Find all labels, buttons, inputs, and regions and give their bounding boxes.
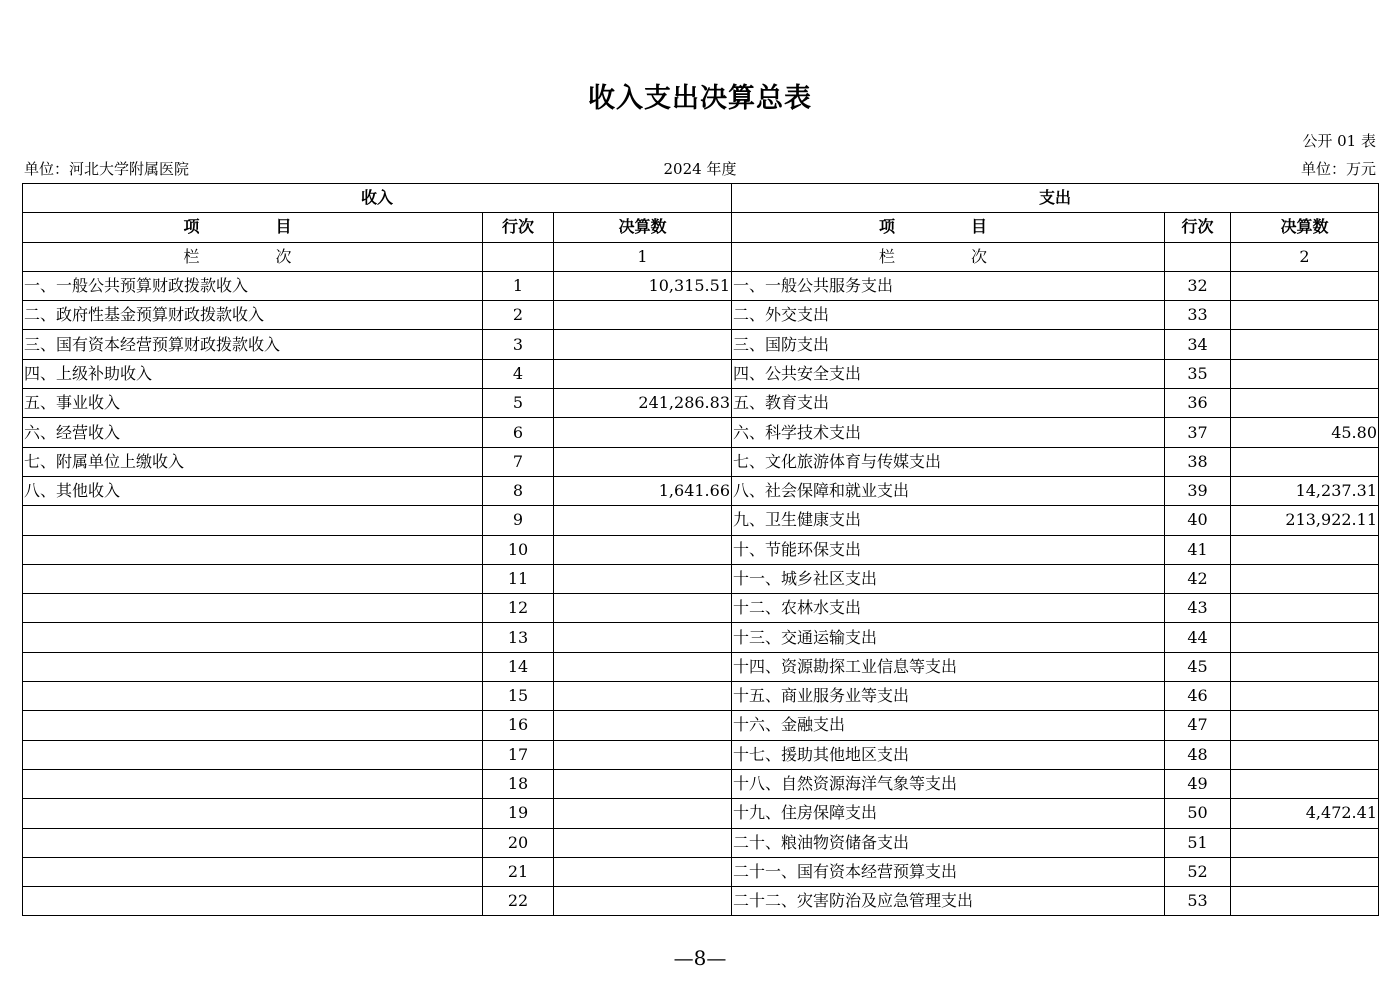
- income-line-no: 6: [483, 418, 554, 447]
- expense-amount: [1231, 682, 1379, 711]
- expense-line-no: 43: [1165, 594, 1231, 623]
- expense-amount-header: 决算数: [1231, 213, 1379, 242]
- income-line-no-header: 行次: [483, 213, 554, 242]
- income-item: [23, 682, 483, 711]
- income-amount: [554, 301, 732, 330]
- expense-amount: [1231, 711, 1379, 740]
- expense-amount: [1231, 389, 1379, 418]
- income-amount: [554, 564, 732, 593]
- expense-line-no: 50: [1165, 799, 1231, 828]
- expense-line-no: 41: [1165, 535, 1231, 564]
- column-header-row: [23, 213, 1379, 242]
- table-row: [23, 301, 1379, 330]
- income-item: 五、事业收入: [23, 389, 483, 418]
- expense-amount: [1231, 535, 1379, 564]
- expense-item: 八、社会保障和就业支出: [732, 476, 1165, 505]
- income-line-no: 13: [483, 623, 554, 652]
- income-line-no: 10: [483, 535, 554, 564]
- income-item: [23, 740, 483, 769]
- table-row: [23, 535, 1379, 564]
- table-row: [23, 594, 1379, 623]
- income-line-no: 17: [483, 740, 554, 769]
- income-amount: 1,641.66: [554, 476, 732, 505]
- expense-line-no: 44: [1165, 623, 1231, 652]
- income-item: [23, 535, 483, 564]
- income-item: [23, 828, 483, 857]
- expense-line-no: 34: [1165, 330, 1231, 359]
- income-amount: [554, 506, 732, 535]
- income-amount: 241,286.83: [554, 389, 732, 418]
- table-row: [23, 447, 1379, 476]
- income-line-no: 18: [483, 769, 554, 798]
- income-item: 二、政府性基金预算财政拨款收入: [23, 301, 483, 330]
- expense-line-no-header: 行次: [1165, 213, 1231, 242]
- expense-item: 十四、资源勘探工业信息等支出: [732, 652, 1165, 681]
- expense-line-no: 33: [1165, 301, 1231, 330]
- income-amount: [554, 828, 732, 857]
- table-row: [23, 476, 1379, 505]
- expense-item: 十三、交通运输支出: [732, 623, 1165, 652]
- expense-line-no: 46: [1165, 682, 1231, 711]
- expense-amount: [1231, 359, 1379, 388]
- section-header-row: [23, 184, 1379, 213]
- income-item: [23, 623, 483, 652]
- income-line-no: 11: [483, 564, 554, 593]
- expense-line-no: 38: [1165, 447, 1231, 476]
- expense-line-no: 52: [1165, 857, 1231, 886]
- table-row: [23, 887, 1379, 916]
- expense-item: 十六、金融支出: [732, 711, 1165, 740]
- expense-amount: 213,922.11: [1231, 506, 1379, 535]
- expense-item: 五、教育支出: [732, 389, 1165, 418]
- income-amount: [554, 887, 732, 916]
- table-row: [23, 769, 1379, 798]
- income-item: 一、一般公共预算财政拨款收入: [23, 271, 483, 300]
- income-item: [23, 799, 483, 828]
- expense-amount: [1231, 330, 1379, 359]
- table-row: [23, 623, 1379, 652]
- table-row: [23, 799, 1379, 828]
- reporting-unit: 单位：河北大学附属医院: [24, 160, 190, 178]
- expense-item: 十八、自然资源海洋气象等支出: [732, 769, 1165, 798]
- expense-item: 二十、粮油物资储备支出: [732, 828, 1165, 857]
- expense-item: 二十一、国有资本经营预算支出: [732, 857, 1165, 886]
- income-item: 六、经营收入: [23, 418, 483, 447]
- income-line-no: 21: [483, 857, 554, 886]
- expense-item: 十一、城乡社区支出: [732, 564, 1165, 593]
- table-row: [23, 330, 1379, 359]
- expense-item: 十七、援助其他地区支出: [732, 740, 1165, 769]
- income-line-no: 8: [483, 476, 554, 505]
- income-item: [23, 594, 483, 623]
- income-amount: [554, 359, 732, 388]
- expense-amount: [1231, 564, 1379, 593]
- income-item: 三、国有资本经营预算财政拨款收入: [23, 330, 483, 359]
- income-amount: [554, 535, 732, 564]
- expense-line-no: 49: [1165, 769, 1231, 798]
- income-item: 八、其他收入: [23, 476, 483, 505]
- expense-amount: [1231, 857, 1379, 886]
- fiscal-year: 2024 年度: [663, 160, 737, 178]
- expense-item: 十二、农林水支出: [732, 594, 1165, 623]
- expense-amount: 4,472.41: [1231, 799, 1379, 828]
- currency-unit: 单位：万元: [1300, 160, 1376, 178]
- income-item: [23, 652, 483, 681]
- income-amount: [554, 594, 732, 623]
- income-item: 七、附属单位上缴收入: [23, 447, 483, 476]
- income-amount: [554, 857, 732, 886]
- table-row: [23, 740, 1379, 769]
- income-item-header: 项 目: [23, 213, 483, 242]
- expense-item: 一、一般公共服务支出: [732, 271, 1165, 300]
- income-amount-header: 决算数: [554, 213, 732, 242]
- table-row: [23, 359, 1379, 388]
- table-row: [23, 828, 1379, 857]
- income-item: [23, 887, 483, 916]
- income-column-number: 1: [554, 242, 732, 271]
- page-number: —8—: [673, 946, 727, 970]
- income-amount: [554, 330, 732, 359]
- page-title: 收入支出决算总表: [588, 83, 812, 114]
- expense-amount: [1231, 652, 1379, 681]
- income-line-no: 22: [483, 887, 554, 916]
- expense-amount: 14,237.31: [1231, 476, 1379, 505]
- expense-item: 七、文化旅游体育与传媒支出: [732, 447, 1165, 476]
- expense-line-no: 42: [1165, 564, 1231, 593]
- expense-amount: [1231, 828, 1379, 857]
- expense-line-no: 53: [1165, 887, 1231, 916]
- expense-line-no: 32: [1165, 271, 1231, 300]
- income-item: [23, 506, 483, 535]
- income-item: 四、上级补助收入: [23, 359, 483, 388]
- income-amount: [554, 740, 732, 769]
- income-line-no: 7: [483, 447, 554, 476]
- expense-column-number: 2: [1231, 242, 1379, 271]
- table-row: [23, 271, 1379, 300]
- expense-amount: [1231, 740, 1379, 769]
- expense-line-no: 39: [1165, 476, 1231, 505]
- income-item: [23, 769, 483, 798]
- table-row: [23, 389, 1379, 418]
- table-row: [23, 418, 1379, 447]
- table-row: [23, 564, 1379, 593]
- expense-amount: [1231, 887, 1379, 916]
- income-amount: [554, 447, 732, 476]
- expense-amount: [1231, 447, 1379, 476]
- expense-line-no: 48: [1165, 740, 1231, 769]
- income-line-no: 12: [483, 594, 554, 623]
- income-column-label: 栏 次: [23, 242, 483, 271]
- expense-line-no: 51: [1165, 828, 1231, 857]
- income-amount: [554, 799, 732, 828]
- expense-amount: [1231, 271, 1379, 300]
- income-line-no: 16: [483, 711, 554, 740]
- income-line-no: 15: [483, 682, 554, 711]
- income-amount: [554, 769, 732, 798]
- income-line-no: 14: [483, 652, 554, 681]
- income-line-no: 4: [483, 359, 554, 388]
- income-item: [23, 711, 483, 740]
- expense-line-no: 45: [1165, 652, 1231, 681]
- table-row: [23, 652, 1379, 681]
- expense-amount: [1231, 594, 1379, 623]
- expense-item: 十九、住房保障支出: [732, 799, 1165, 828]
- expense-item: 十五、商业服务业等支出: [732, 682, 1165, 711]
- expense-item: 三、国防支出: [732, 330, 1165, 359]
- expense-line-no: 40: [1165, 506, 1231, 535]
- expense-amount: [1231, 623, 1379, 652]
- expense-amount: 45.80: [1231, 418, 1379, 447]
- income-amount: [554, 682, 732, 711]
- expense-line-no: 37: [1165, 418, 1231, 447]
- expense-amount: [1231, 301, 1379, 330]
- form-code: 公开 01 表: [1302, 132, 1376, 150]
- expense-item: 十、节能环保支出: [732, 535, 1165, 564]
- income-amount: [554, 418, 732, 447]
- income-line-no: 19: [483, 799, 554, 828]
- expense-header: 支出: [732, 184, 1379, 213]
- table-row: [23, 682, 1379, 711]
- expense-item: 六、科学技术支出: [732, 418, 1165, 447]
- income-line-no: 3: [483, 330, 554, 359]
- income-item: [23, 564, 483, 593]
- table-row: [23, 711, 1379, 740]
- expense-item-header: 项 目: [732, 213, 1165, 242]
- expense-line-no: 35: [1165, 359, 1231, 388]
- column-number-row: [23, 242, 1379, 271]
- income-amount: [554, 623, 732, 652]
- expense-item: 九、卫生健康支出: [732, 506, 1165, 535]
- income-column-blank: [483, 242, 554, 271]
- income-line-no: 2: [483, 301, 554, 330]
- income-amount: 10,315.51: [554, 271, 732, 300]
- income-amount: [554, 652, 732, 681]
- expense-column-label: 栏 次: [732, 242, 1165, 271]
- expense-item: 二十二、灾害防治及应急管理支出: [732, 887, 1165, 916]
- expense-column-blank: [1165, 242, 1231, 271]
- income-line-no: 9: [483, 506, 554, 535]
- income-expense-table: [22, 183, 1379, 916]
- income-line-no: 20: [483, 828, 554, 857]
- income-amount: [554, 711, 732, 740]
- expense-line-no: 47: [1165, 711, 1231, 740]
- expense-line-no: 36: [1165, 389, 1231, 418]
- table-row: [23, 506, 1379, 535]
- income-line-no: 5: [483, 389, 554, 418]
- expense-amount: [1231, 769, 1379, 798]
- expense-item: 四、公共安全支出: [732, 359, 1165, 388]
- income-header: 收入: [23, 184, 732, 213]
- income-item: [23, 857, 483, 886]
- expense-item: 二、外交支出: [732, 301, 1165, 330]
- table-row: [23, 857, 1379, 886]
- income-line-no: 1: [483, 271, 554, 300]
